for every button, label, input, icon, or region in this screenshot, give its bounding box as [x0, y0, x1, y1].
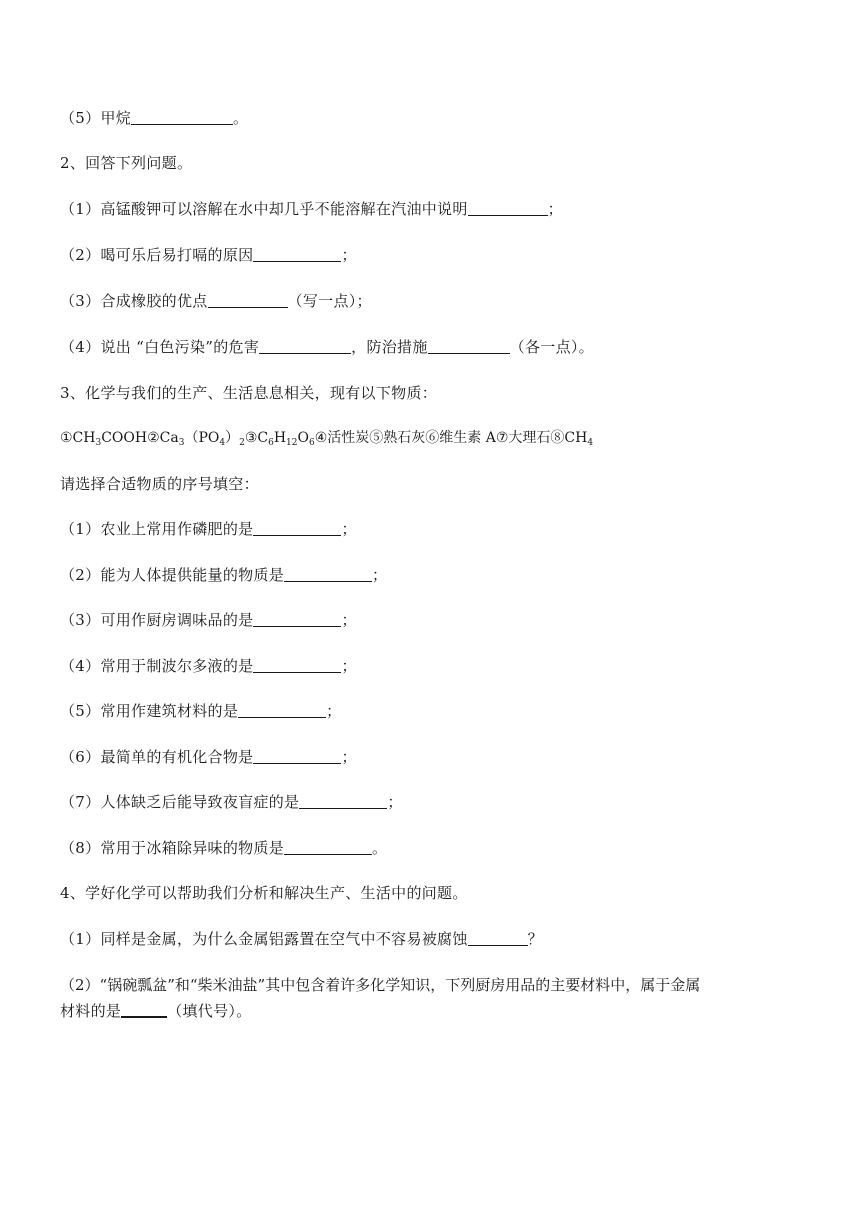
q2-item-2: （2）喝可乐后易打嗝的原因 ；	[60, 246, 357, 264]
answer-blank[interactable]	[259, 339, 351, 354]
q3-item-3: （3）可用作厨房调味品的是 ；	[60, 611, 357, 629]
q3-item-6: （6）最简单的有机化合物是 ；	[60, 748, 357, 766]
answer-blank[interactable]	[121, 1002, 167, 1018]
answer-blank[interactable]	[284, 840, 372, 855]
q3-item-1: （1）农业上常用作磷肥的是 ；	[60, 520, 357, 538]
q2-item-3: （3）合成橡胶的优点 （写一点）；	[60, 292, 372, 310]
q4-title: 4、学好化学可以帮助我们分析和解决生产、生活中的问题。	[60, 884, 468, 902]
q4-item-2-line-1: （2）“锅碗瓢盆”和“柴米油盐”其中包含着许多化学知识，下列厨房用品的主要材料中，属于金属	[60, 976, 701, 994]
answer-blank[interactable]	[208, 293, 288, 308]
answer-blank[interactable]	[253, 658, 341, 673]
answer-blank[interactable]	[253, 612, 341, 627]
answer-blank[interactable]	[468, 201, 548, 216]
answer-blank[interactable]	[253, 521, 341, 536]
q2-item-1: （1）高锰酸钾可以溶解在水中却几乎不能溶解在汽油中说明 ；	[60, 200, 563, 218]
q1-item-5: （5）甲烷 。	[60, 109, 249, 127]
answer-blank[interactable]	[428, 339, 510, 354]
q3-item-2: （2）能为人体提供能量的物质是 ；	[60, 566, 388, 584]
q3-item-4: （4）常用于制波尔多液的是 ；	[60, 657, 357, 675]
answer-blank[interactable]	[253, 749, 341, 764]
answer-blank[interactable]	[299, 794, 387, 809]
q2-item-4: （4）说出 “白色污染”的危害 ，防治措施 （各一点）。	[60, 338, 594, 356]
q3-instruction: 请选择合适物质的序号填空：	[60, 475, 259, 493]
q3-title: 3、化学与我们的生产、生活息息相关，现有以下物质：	[60, 384, 438, 402]
answer-blank[interactable]	[468, 931, 528, 946]
answer-blank[interactable]	[284, 567, 372, 582]
answer-blank[interactable]	[253, 247, 341, 262]
q3-item-5: （5）常用作建筑材料的是 ；	[60, 702, 342, 720]
answer-blank[interactable]	[238, 703, 326, 718]
q3-item-8: （8）常用于冰箱除异味的物质是 。	[60, 839, 388, 857]
q4-item-1: （1）同样是金属，为什么金属铝露置在空气中不容易被腐蚀 ？	[60, 930, 543, 948]
q3-materials-list: $①CH_3COOH②Ca_3(PO_4)_2③C_6H_{12}O_6④$活性炭⑤熟石灰⑥维生素 A⑦大理石$⑧CH_4$	[60, 430, 594, 448]
q4-item-2-line-2: 材料的是 （填代号）。	[60, 1002, 252, 1020]
answer-blank[interactable]	[131, 110, 233, 125]
q2-title: 2、回答下列问题。	[60, 154, 193, 172]
q3-item-7: （7）人体缺乏后能导致夜盲症的是 ；	[60, 793, 403, 811]
